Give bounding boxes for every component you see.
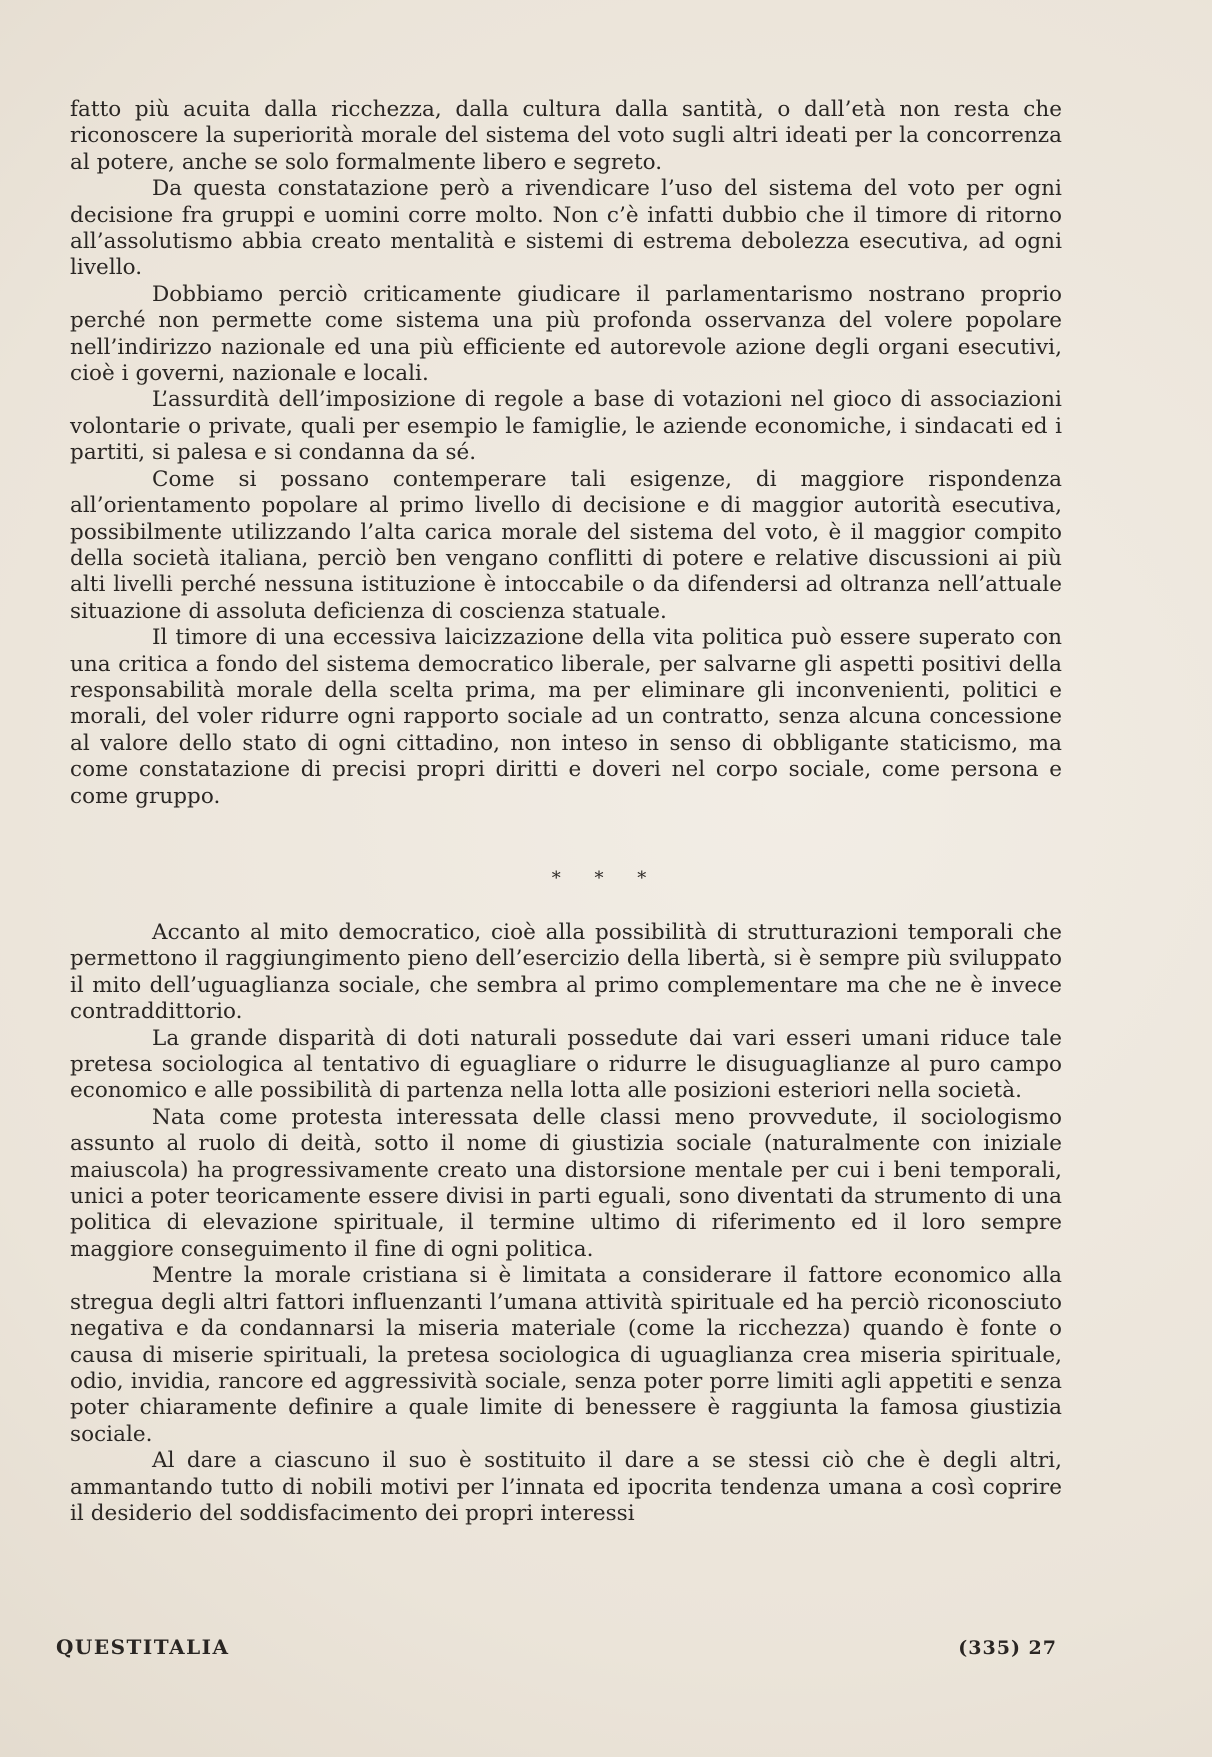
paragraph: Accanto al mito democratico, cioè alla possibilità di strutturazioni temporali che permettono il raggiungimento pieno dell’esercizio della libertà, si è sempre più sviluppato il mito dell’uguaglianza sociale, che sembra al primo complementare ma che ne è invece contraddittorio. [70, 920, 1062, 1025]
section-divider: * * * [551, 868, 661, 889]
paragraph: Al dare a ciascuno il suo è sostituito il dare a se stessi ciò che è degli altri, ammantando tutto di nobili motivi per l’innata ed ipocrita tendenza umana a così coprire il desiderio del soddisfacimento dei propri interessi [70, 1448, 1062, 1526]
paragraph: fatto più acuita dalla ricchezza, dalla cultura dalla santità, o dall’età non resta che riconoscere la superiorità morale del sistema del voto sugli altri ideati per la concorrenza al potere, anche se solo formalmente libero e segreto. [70, 97, 1062, 175]
paragraph: Mentre la morale cristiana si è limitata a considerare il fattore economico alla stregua degli altri fattori influenzanti l’umana attività spirituale ed ha perciò riconosciuto negativa e da condannarsi la miseria materiale (come la ricchezza) quando è fonte o causa di miserie spirituali, la pretesa sociologica di uguaglianza crea miseria spirituale, odio, invidia, rancore ed aggressività sociale, senza poter porre limiti agli appetiti e senza poter chiaramente definire a quale limite di benessere è raggiunta la famosa giustizia sociale. [70, 1263, 1062, 1447]
paragraph: Il timore di una eccessiva laicizzazione della vita politica può essere superato con una critica a fondo del sistema democratico liberale, per salvarne gli aspetti positivi della responsabilità morale della scelta prima, ma per eliminare gli inconvenienti, politici e morali, del voler ridurre ogni rapporto sociale ad un contratto, senza alcuna concessione al valore dello stato di ogni cittadino, non inteso in senso di obbligante staticismo, ma come constatazione di precisi propri diritti e doveri nel corpo sociale, come persona e come gruppo. [70, 625, 1062, 809]
footer-page-number: (335) 27 [958, 1637, 1057, 1659]
paragraph: Come si possano contemperare tali esigenze, di maggiore rispondenza all’orientamento popolare al primo livello di decisione e di maggior autorità esecutiva, possibilmente utilizzando l’alta carica morale del sistema del voto, è il maggior compito della società italiana, perciò ben vengano conflitti di potere e relative discussioni ai più alti livelli perché nessuna istituzione è intoccabile o da difendersi ad oltranza nell’attuale situazione di assoluta deficienza di coscienza statuale. [70, 466, 1062, 624]
footer-journal-title: QUESTITALIA [56, 1635, 230, 1659]
paragraph: La grande disparità di doti naturali possedute dai vari esseri umani riduce tale pretesa sociologica al tentativo di eguagliare o ridurre le disuguaglianze al puro campo economico e alle possibilità di partenza nella lotta alle posizioni esteriori nella società. [70, 1025, 1062, 1104]
paragraph: Nata come protesta interessata delle classi meno provvedute, il sociologismo assunto al ruolo di deità, sotto il nome di giustizia sociale (naturalmente con iniziale maiuscola) ha progressivamente creato una distorsione mentale per cui i beni temporali, unici a poter teoricamente essere divisi in parti eguali, sono diventati da strumento di una politica di elevazione spirituale, il termine ultimo di riferimento ed il loro sempre maggiore conseguimento il fine di ogni politica. [70, 1104, 1062, 1262]
paragraph: Dobbiamo perciò criticamente giudicare il parlamentarismo nostrano proprio perché non permette come sistema una più profonda osservanza del volere popolare nell’indirizzo nazionale ed una più efficiente ed autorevole azione degli organi esecutivi, cioè i governi, nazionale e locali. [70, 281, 1062, 387]
paragraph: L’assurdità dell’imposizione di regole a base di votazioni nel gioco di associazioni volontarie o private, quali per esempio le famiglie, le aziende economiche, i sindacati ed i partiti, si palesa e si condanna da sé. [70, 387, 1062, 466]
paragraph: Da questa constatazione però a rivendicare l’uso del sistema del voto per ogni decisione fra gruppi e uomini corre molto. Non c’è infatti dubbio che il timore di ritorno all’assolutismo abbia creato mentalità e sistemi di estrema debolezza esecutiva, ad ogni livello. [70, 176, 1062, 281]
body-text-bottom [70, 920, 1062, 1527]
body-text-top [70, 97, 1062, 810]
